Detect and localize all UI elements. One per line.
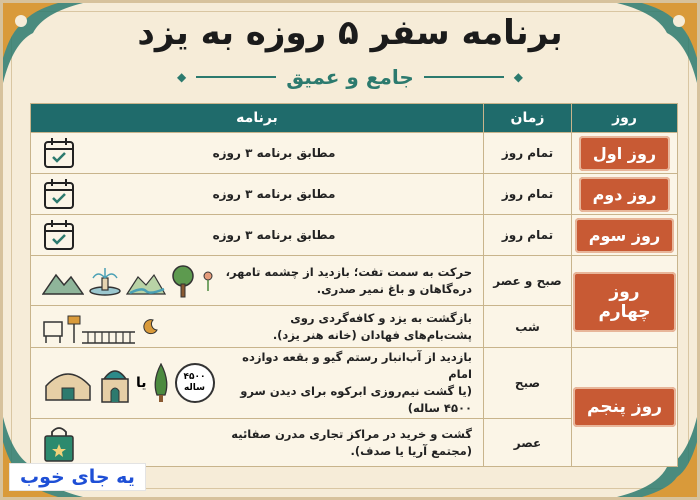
- calendar-icon: [42, 136, 76, 170]
- day-badge: روز سوم: [575, 218, 674, 253]
- day-badge: روز چهارم: [573, 272, 676, 332]
- table-row: [31, 133, 678, 174]
- program-cell: [31, 348, 484, 419]
- program-cell: [31, 215, 484, 256]
- tree-age-badge: ۴۵۰۰ ساله: [175, 363, 215, 403]
- day-badge: روز پنجم: [573, 387, 676, 427]
- divider: [196, 76, 276, 78]
- day-cell: [572, 256, 678, 348]
- table-row: [31, 348, 678, 419]
- or-label: یا: [136, 375, 147, 391]
- shopping-bag-icon: [42, 424, 76, 462]
- program-cell: [31, 174, 484, 215]
- day-badge: روز اول: [579, 136, 670, 171]
- nature-illustration: [42, 264, 216, 298]
- brand-logo: یه جای خوب: [9, 463, 146, 491]
- program-text: گشت و خرید در مراکز تجاری مدرن صفائیه (مجتمع آریا یا صدف).: [231, 426, 472, 458]
- day-cell: [572, 215, 678, 256]
- mausoleum-icon: [98, 363, 132, 403]
- header-time: زمان: [484, 104, 572, 133]
- table-row: [31, 256, 678, 306]
- river-icon: [126, 267, 166, 295]
- time-cell: شب: [484, 306, 572, 348]
- mountain-icon: [42, 267, 84, 295]
- program-cell: [31, 306, 484, 348]
- header-day: روز: [572, 104, 678, 133]
- itinerary-table: [30, 103, 678, 467]
- heritage-illustration: [42, 363, 215, 403]
- divider: [424, 76, 504, 78]
- program-cell: [31, 256, 484, 306]
- time-cell: صبح و عصر: [484, 256, 572, 306]
- header-program: برنامه: [31, 104, 484, 133]
- program-text: بازدید از آب‌انبار رستم گیو و بقعه دوازده امام (یا گشت نیم‌روزی ابرکوه برای دیدن سرو ۴۵۰۰ ساله): [240, 350, 472, 415]
- subtitle: جامع و عمیق: [286, 65, 414, 89]
- table-row: [31, 215, 678, 256]
- program-text: حرکت به سمت تفت؛ بازدید از چشمه تامهر، دره‌گاهان و باغ نمیر صدری.: [225, 264, 472, 296]
- program-cell: [31, 419, 484, 467]
- day-badge: روز دوم: [579, 177, 671, 212]
- day-cell: [572, 174, 678, 215]
- moon-icon: [141, 318, 159, 336]
- table-row: [31, 174, 678, 215]
- page-title: برنامه سفر ۵ روزه به یزد: [137, 13, 563, 53]
- day-cell: [572, 348, 678, 467]
- program-text: مطابق برنامه ۳ روزه: [212, 145, 336, 160]
- program-text: مطابق برنامه ۳ روزه: [212, 186, 336, 201]
- time-cell: تمام روز: [484, 215, 572, 256]
- program-cell: [31, 133, 484, 174]
- program-text: بازگشت به یزد و کافه‌گردی روی پشت‌بام‌های فهادان (خانه هنر یزد).: [272, 310, 472, 342]
- calendar-icon: [42, 177, 76, 211]
- water-reservoir-icon: [42, 364, 94, 402]
- cafe-table-icon: [42, 310, 137, 344]
- cypress-icon: [151, 363, 171, 403]
- fountain-icon: [88, 266, 122, 296]
- ornament-dot: ◆: [176, 70, 187, 84]
- table-header-row: [31, 104, 678, 133]
- ornament-dot: ◆: [513, 70, 524, 84]
- time-cell: عصر: [484, 419, 572, 467]
- calendar-icon: [42, 218, 76, 252]
- program-text: مطابق برنامه ۳ روزه: [212, 227, 336, 242]
- flower-icon: [200, 270, 216, 292]
- tree-icon: [170, 264, 196, 298]
- time-cell: تمام روز: [484, 133, 572, 174]
- time-cell: تمام روز: [484, 174, 572, 215]
- subtitle-block: [3, 65, 697, 89]
- time-cell: صبح: [484, 348, 572, 419]
- rooftop-illustration: [42, 310, 159, 344]
- day-cell: [572, 133, 678, 174]
